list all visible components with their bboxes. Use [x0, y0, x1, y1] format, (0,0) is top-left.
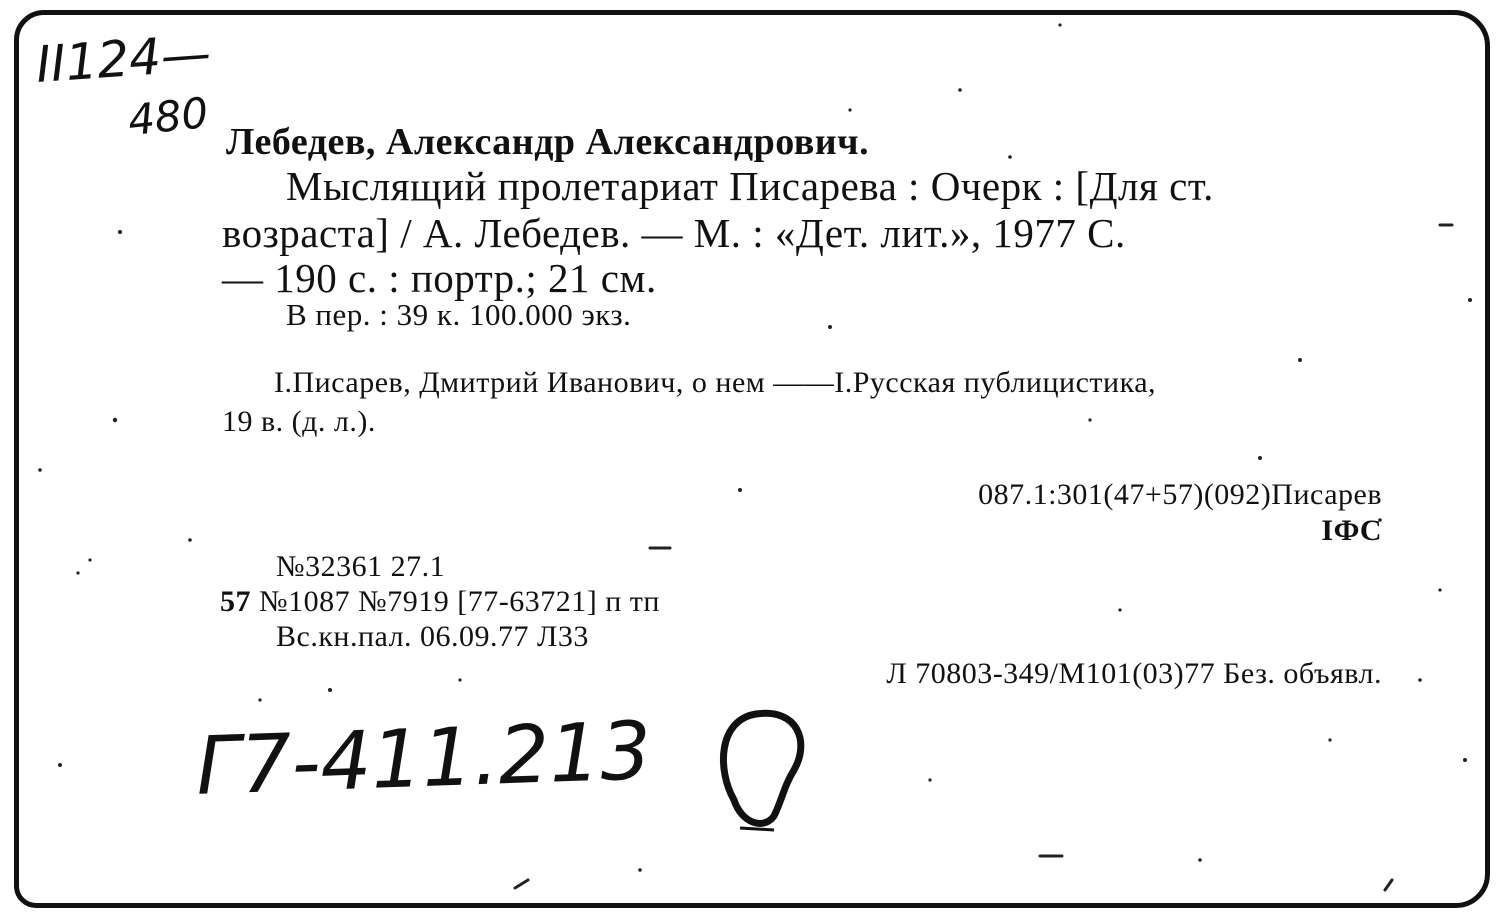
description-line-2: возраста] / А. Лебедев. — М. : «Дет. лит.», 1977 С. [222, 210, 1126, 256]
card-prefix: 57 [220, 585, 251, 618]
subject-tracing-line-1: I.Писарев, Дмитрий Иванович, о нем ——I.Русская публицистика, [274, 366, 1157, 399]
title-line: Мыслящий пролетариат Писарева : Очерк : [Для ст. [286, 163, 1214, 209]
handwritten-zero-mark [712, 700, 812, 840]
handwritten-inventory-number: Г7-411.213 [194, 704, 653, 813]
description-line-3: — 190 с. : портр.; 21 см. [222, 255, 657, 301]
subject-tracing-line-2: 19 в. (д. л.). [222, 405, 376, 438]
handwritten-shelf-number: II124— [34, 23, 213, 95]
classification-code: IФС [1321, 514, 1382, 547]
card-numbers-line [220, 585, 660, 619]
publisher-code-line: Л 70803-349/М101(03)77 Без. объявл. [886, 657, 1382, 690]
chamber-date: Вс.кн.пал. 06.09.77 Л33 [276, 620, 589, 653]
registration-number: №32361 27.1 [276, 550, 446, 583]
price-print-run: В пер. : 39 к. 100.000 экз. [286, 297, 632, 332]
card-numbers: №1087 №7919 [77-63721] п тп [259, 585, 660, 618]
handwritten-shelf-sub: 480 [125, 87, 211, 146]
udc-classification: 087.1:301(47+57)(092)Писарев [978, 478, 1382, 511]
author-heading: Лебедев, Александр Александрович. [226, 121, 870, 163]
